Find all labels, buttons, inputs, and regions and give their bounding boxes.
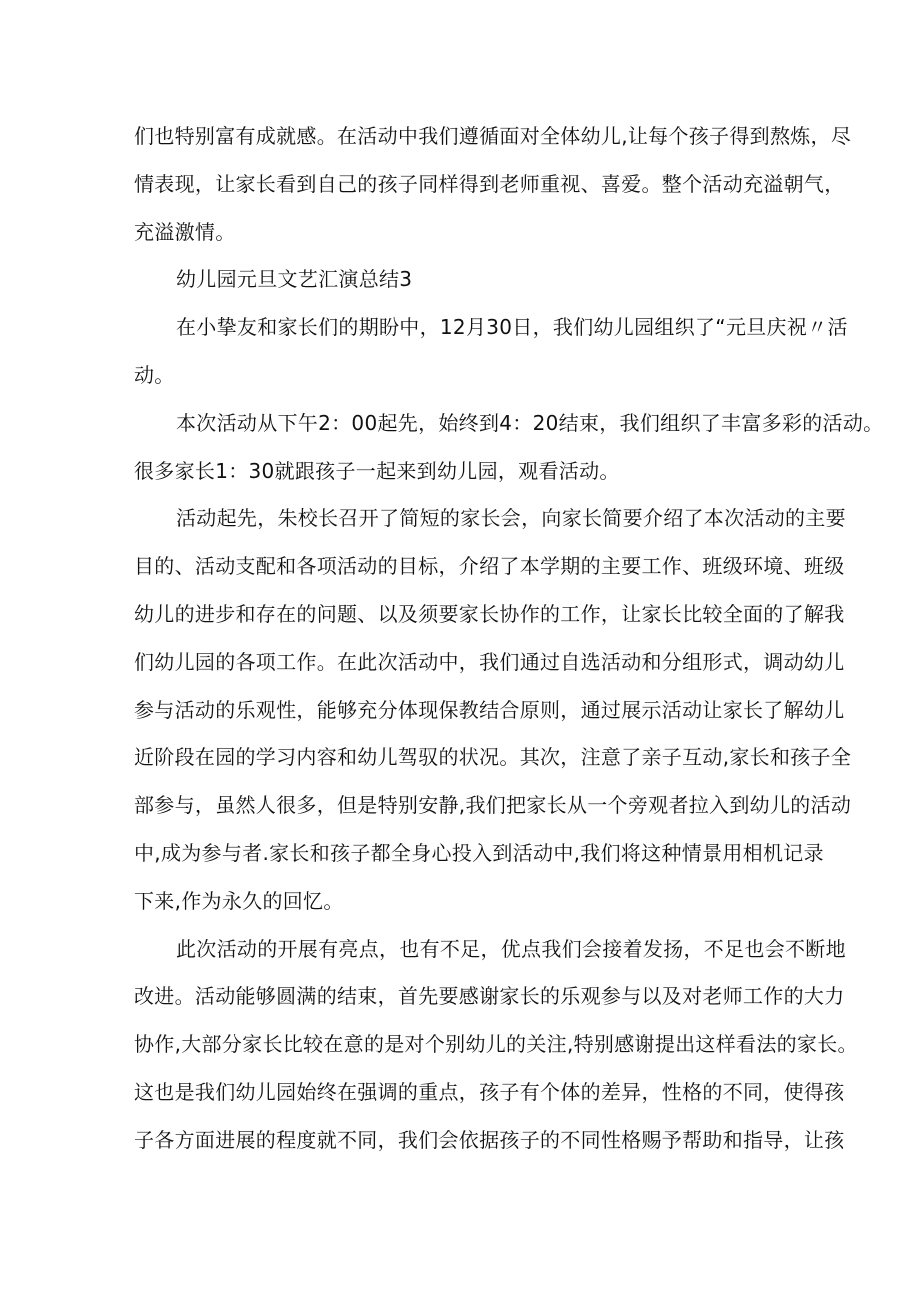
text-line: 动。: [134, 362, 175, 387]
text-line: 参与活动的乐观性，能够充分体现保教结合原则，通过展示活动让家长了解幼儿: [134, 697, 845, 722]
text-line: 此次活动的开展有亮点，也有不足，优点我们会接着发扬，不足也会不断地: [176, 936, 846, 961]
text-line: 很多家长1：30就跟孩子一起来到幼儿园，观看活动。: [134, 458, 620, 483]
section-title: 幼儿园元旦文艺汇演总结3: [176, 267, 413, 292]
text-line: 们也特别富有成就感。在活动中我们遵循面对全体幼儿,让每个孩子得到熬炼，尽: [134, 124, 852, 148]
text-line: 幼儿的进步和存在的问题、以及须要家长协作的工作，让家长比较全面的了解我: [134, 601, 845, 626]
text-line: 协作,大部分家长比较在意的是对个别幼儿的关注,特别感谢提出这样看法的家长。: [134, 1032, 858, 1057]
document-body: [134, 113, 884, 1165]
text-line: 部参与，虽然人很多，但是特别安静,我们把家长从一个旁观者拉入到幼儿的活动: [134, 793, 852, 818]
text-line: 在小挚友和家长们的期盼中，12月30日，我们幼儿园组织了“元旦庆祝〃活: [176, 315, 848, 340]
text-line: 中,成为参与者.家长和孩子都全身心投入到活动中,我们将这种情景用相机记录: [134, 840, 824, 865]
text-line: 下来,作为永久的回忆。: [134, 888, 344, 913]
paragraph-2: [134, 304, 848, 400]
text-line: 们幼儿园的各项工作。在此次活动中，我们通过自选活动和分组形式，调动幼儿: [134, 649, 845, 674]
text-line: 改进。活动能够圆满的结束，首先要感谢家长的乐观参与以及对老师工作的大力: [134, 984, 845, 1009]
section-heading: [134, 256, 814, 304]
text-line: 近阶段在园的学习内容和幼儿驾驭的状况。其次，注意了亲子互动,家长和孩子全: [134, 745, 852, 770]
text-line: 本次活动从下午2：00起先，始终到4：20结束，我们组织了丰富多彩的活动。: [176, 410, 884, 435]
paragraph-3: [134, 400, 884, 496]
text-line: 充溢激情。: [134, 219, 236, 244]
text-line: 这也是我们幼儿园始终在强调的重点，孩子有个体的差异，性格的不同，使得孩: [134, 1079, 845, 1104]
text-line: 活动起先，朱校长召开了简短的家长会，向家长简要介绍了本次活动的主要: [176, 506, 846, 531]
text-line: 子各方面进展的程度就不同，我们会依据孩子的不同性格赐予帮助和指导，让孩: [134, 1127, 845, 1152]
text-line: 情表现，让家长看到自己的孩子同样得到老师重视、喜爱。整个活动充溢朝气，: [134, 171, 845, 196]
paragraph-1: [134, 113, 852, 256]
text-line: 目的、活动支配和各项活动的目标，介绍了本学期的主要工作、班级环境、班级: [134, 554, 845, 579]
paragraph-5: [134, 926, 858, 1165]
paragraph-4: [134, 495, 852, 925]
